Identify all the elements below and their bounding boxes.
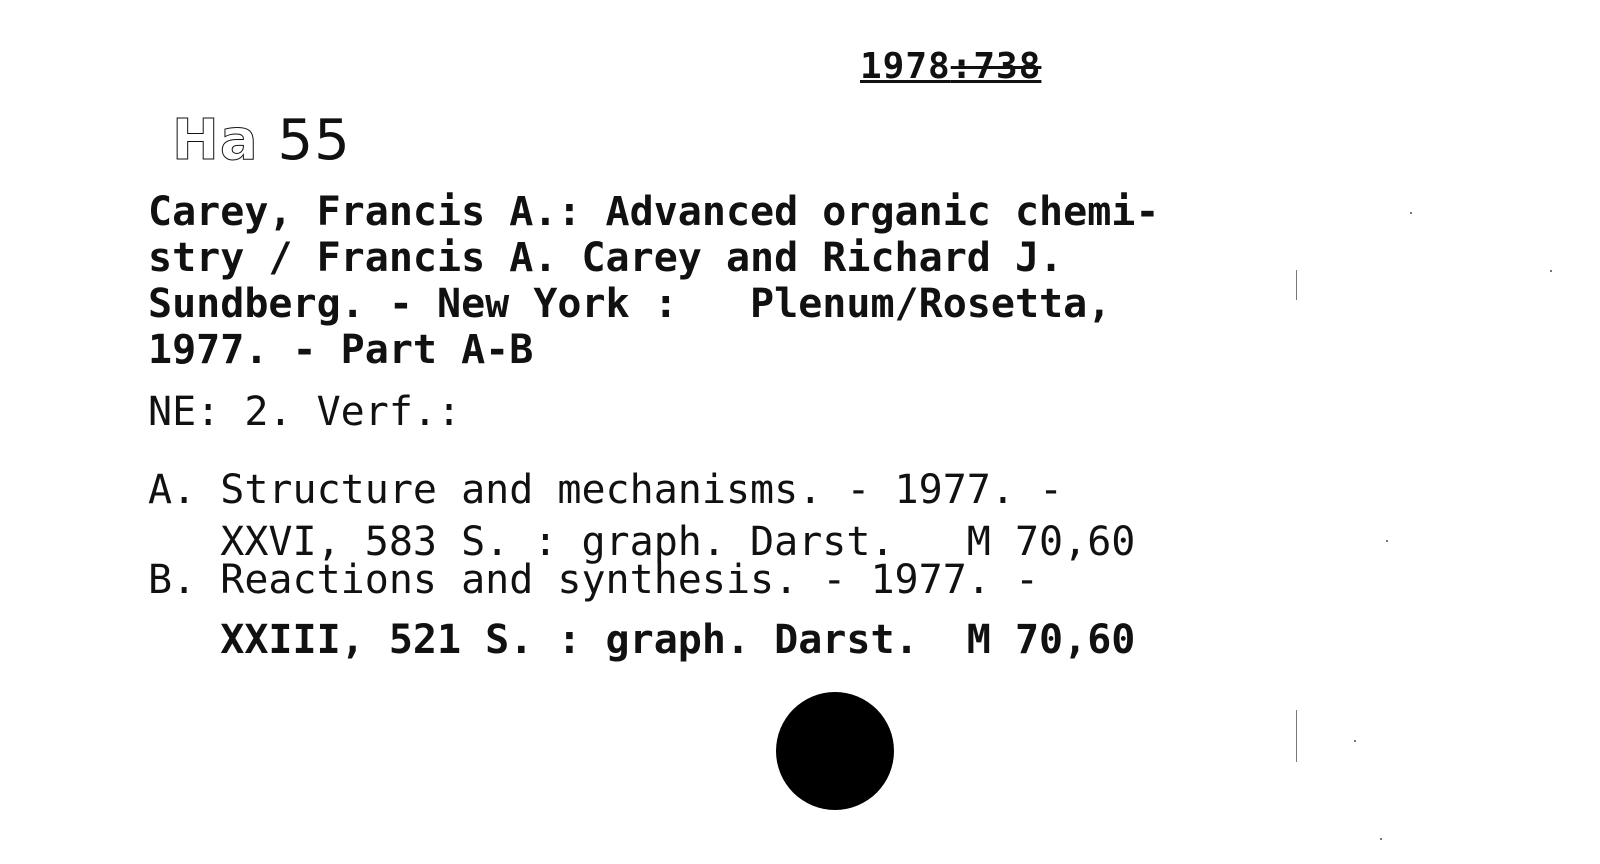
accession-number xyxy=(860,46,1041,87)
scan-speck xyxy=(1380,838,1382,840)
entry-line-4: 1977. - Part A-B xyxy=(148,327,534,373)
shelfmark xyxy=(172,108,351,173)
volume-a-line-1: A. Structure and mechanisms. - 1977. - xyxy=(148,467,1064,513)
added-entry: NE: 2. Verf.: xyxy=(148,389,462,435)
entry-line-2: stry / Francis A. Carey and Richard J. xyxy=(148,235,1064,281)
volume-b-line-1: B. Reactions and synthesis. - 1977. - xyxy=(148,557,1040,603)
entry-line-3: Sundberg. - New York : Plenum/Rosetta, xyxy=(148,281,1112,327)
accession-struck: :738 xyxy=(950,46,1042,87)
shelfmark-prefix: Ha xyxy=(172,108,259,173)
entry-line-1: Carey, Francis A.: Advanced organic chemi- xyxy=(148,189,1160,235)
accession-prefix: 1978 xyxy=(860,46,951,87)
volume-a-line-2: XXVI, 583 S. : graph. Darst. M 70,60 xyxy=(148,519,1136,565)
punch-hole xyxy=(776,692,894,810)
scan-speck xyxy=(1354,740,1356,742)
scan-speck xyxy=(1296,710,1297,762)
scan-speck xyxy=(1296,270,1297,300)
volume-b-line-2: XXIII, 521 S. : graph. Darst. M 70,60 xyxy=(148,617,1136,663)
scan-speck xyxy=(1410,212,1412,214)
shelfmark-number: 55 xyxy=(258,108,351,173)
scan-speck xyxy=(1386,540,1388,542)
scan-speck xyxy=(1550,270,1552,272)
